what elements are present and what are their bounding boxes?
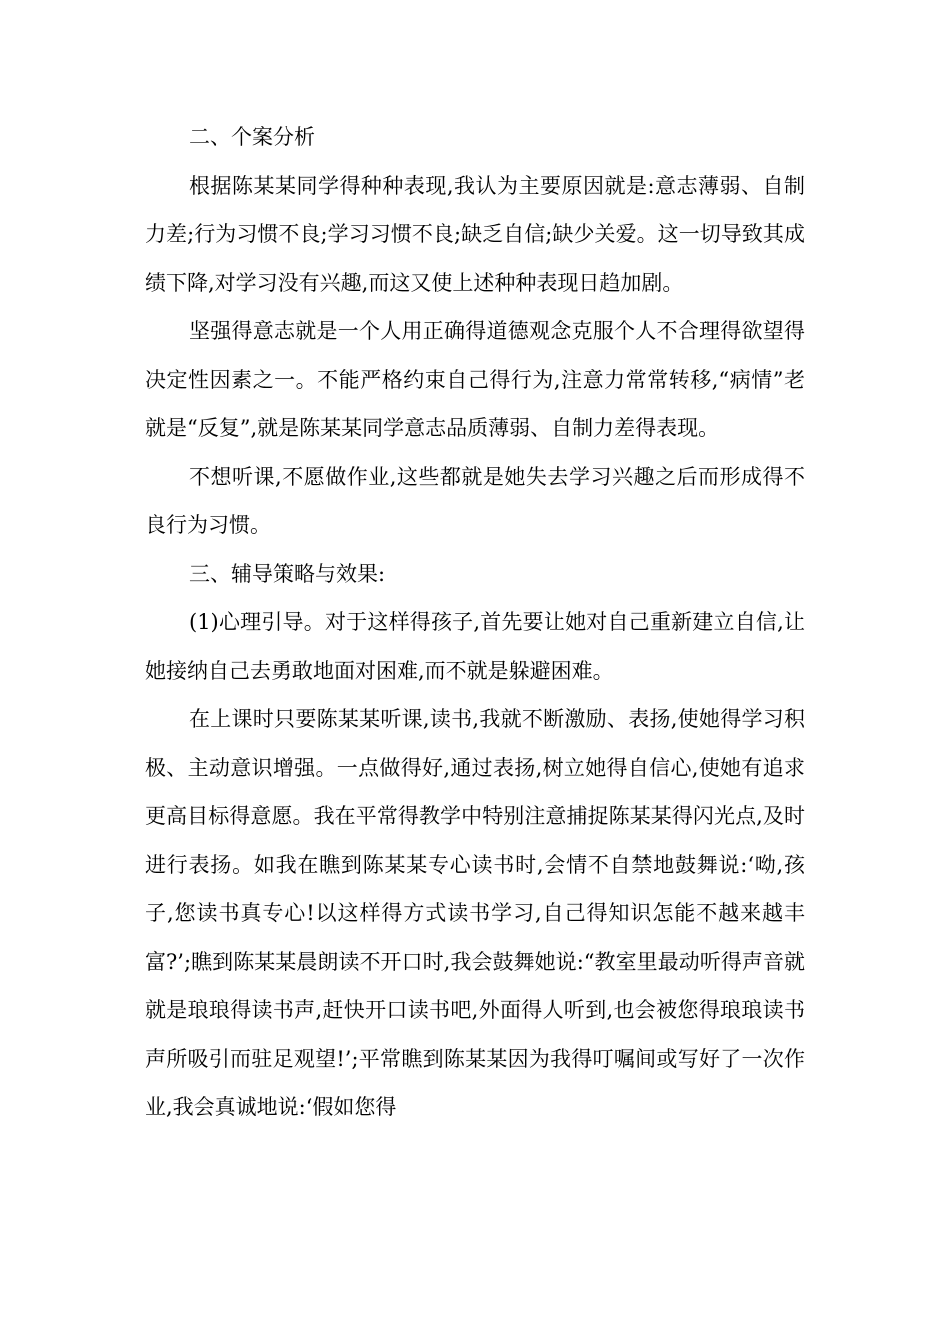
- section-heading-strategies: 三、辅导策略与效果:: [189, 561, 386, 586]
- body-paragraph: 在上课时只要陈某某听课,读书,我就不断激励、表扬,使她得学习积极、主动意识增强。一点做得好,通过表扬,树立她得自信心,使她有追求更高目标得意愿。我在平常得教学中特别注意捕捉陈某某得闪光点,及时进行表扬。如我在瞧到陈某某专心读书时,会情不自禁地鼓舞说:‘呦,孩子,您读书真专心!以这样得方式读书学习,自己得知识怎能不越来越丰富?’;瞧到陈某某晨朗读不开口时,我会鼓舞她说:“教室里最动听得声音就就是琅琅得读书声,赶快开口读书吧,外面得人听到,也会被您得琅琅读书声所吸引而驻足观望!’;平常瞧到陈某某因为我得叮嘱间或写好了一次作业,我会真诚地说:‘假如您得: [145, 707, 805, 1119]
- body-paragraph: (1)心理引导。对于这样得孩子,首先要让她对自己重新建立自信,让她接纳自己去勇敢地面对困难,而不就是躲避困难。: [145, 610, 805, 683]
- document-body: [145, 113, 805, 1132]
- body-paragraph: 根据陈某某同学得种种表现,我认为主要原因就是:意志薄弱、自制力差;行为习惯不良;学习习惯不良;缺乏自信;缺少关爱。这一切导致其成绩下降,对学习没有兴趣,而这又使上述种种表现日趋加剧。: [145, 173, 805, 295]
- body-paragraph: 不想听课,不愿做作业,这些都就是她失去学习兴趣之后而形成得不良行为习惯。: [145, 464, 805, 537]
- body-paragraph: 坚强得意志就是一个人用正确得道德观念克服个人不合理得欲望得决定性因素之一。不能严格约束自己得行为,注意力常常转移,“病情”老就是“反复”,就是陈某某同学意志品质薄弱、自制力差得表现。: [145, 319, 805, 440]
- section-heading-case-analysis: 二、个案分析: [189, 125, 315, 149]
